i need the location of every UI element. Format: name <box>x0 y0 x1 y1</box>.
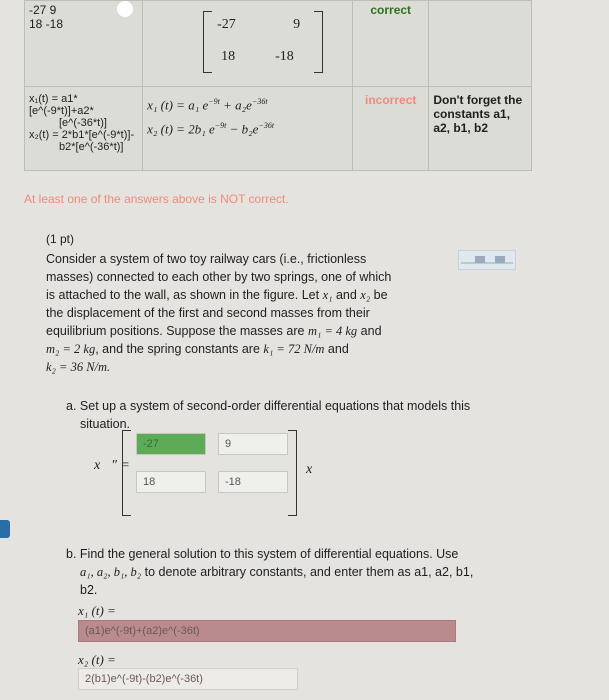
entered-line: [e^(-36*t)] <box>59 117 107 129</box>
matrix-input-22[interactable] <box>218 471 288 493</box>
part-a-text: a. Set up a system of second-order differential equations that models this situation. <box>66 399 471 431</box>
x1-label: x₁ (t) = <box>78 603 116 618</box>
status-incorrect: incorrect <box>353 87 429 171</box>
message-cell <box>429 1 532 87</box>
matrix-input-12[interactable] <box>218 433 288 455</box>
matrix-entry: -27 <box>217 17 236 32</box>
matrix-entry: 9 <box>293 17 301 32</box>
matrix-bracket-right <box>288 430 297 516</box>
matrix-input-11[interactable] <box>136 433 206 455</box>
figure-thumbnail[interactable] <box>458 250 516 270</box>
points-label: (1 pt) <box>46 232 75 246</box>
results-table <box>24 0 532 171</box>
preview-matrix <box>203 11 323 71</box>
matrix-entry: -18 <box>275 49 294 64</box>
entered-line: b2*[e^(-36*t)] <box>59 141 124 153</box>
matrix-entry: 18 <box>221 49 236 64</box>
entered-cell <box>25 87 143 171</box>
lhs-xpp: x⃗″ = <box>94 458 130 473</box>
entered-line: 18 -18 <box>29 17 64 31</box>
matrix-input-21[interactable] <box>136 471 206 493</box>
x1-answer-input[interactable] <box>78 620 456 642</box>
preview-cell <box>143 1 353 87</box>
result-row-2 <box>25 87 532 171</box>
problem-text: Consider a system of two toy railway cars (i.e., frictionless masses) connected to each other by two springs, one of which is attached to the wall, as shown in the figure. Let x₁ and x₂ be the displacement of the first and second masses from their equilibrium positions. Suppose the masses are m₁ = 4 kg and m₂ = 2 kg, and the spring constants are k₁ = 72 N/m and k₂ = 36 N/m. <box>46 252 392 374</box>
entered-line: x₁(t) = a1*[e^(-9*t)]+a2* <box>29 93 94 117</box>
rhs-x: x⃗ <box>306 462 324 477</box>
entered-line: x₂(t) = 2*b1*[e^(-9*t)]- <box>29 129 135 141</box>
status-correct: correct <box>353 1 429 87</box>
warning-message: At least one of the answers above is NOT correct. <box>24 192 289 206</box>
entered-line: -27 9 <box>29 3 57 17</box>
x2-label: x₂ (t) = <box>78 652 116 667</box>
formula-x2: x₂ (t) = 2b₁ $e^{-9t} - b_2e^{-36t}$ <box>147 121 275 137</box>
x2-answer-input[interactable] <box>78 668 298 690</box>
result-row-1 <box>25 1 532 87</box>
matrix-bracket-left <box>122 430 131 516</box>
preview-cell <box>143 87 353 171</box>
part-b-text: b. Find the general solution to this system of differential equations. Use a₁, a₂, b₁, b₂ to denote arbitrary constants, and enter them as a1, a2, b1, b2. <box>66 547 474 597</box>
formula-x1: x₁ (t) = a₁ $e^{-9t} + a_2e^{-36t}$ <box>147 97 268 113</box>
feedback-message: Don't forget the constants a1, a2, b1, b2 <box>429 87 532 171</box>
side-tab[interactable] <box>0 520 10 538</box>
entered-cell <box>25 1 143 87</box>
status-dot-icon <box>117 1 138 20</box>
railway-figure-icon <box>459 251 515 269</box>
